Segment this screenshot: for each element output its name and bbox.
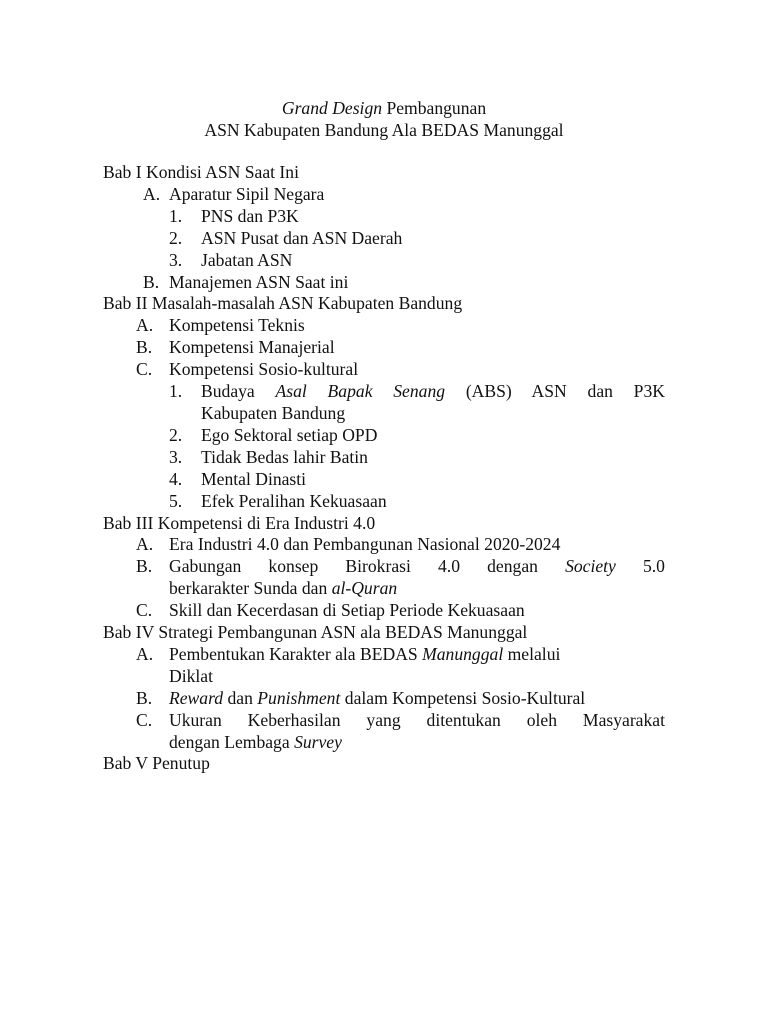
section-marker: C. [136, 359, 153, 380]
chapter-heading: Bab V Penutup [103, 753, 210, 774]
text-pre: berkarakter Sunda dan [169, 578, 332, 599]
subsection-marker: 4. [169, 468, 183, 489]
subsection-marker: 2. [169, 424, 183, 445]
section-item [103, 337, 665, 359]
subsection-item [103, 381, 665, 425]
section-item [103, 534, 665, 556]
text-post: melalui [503, 643, 561, 664]
subsection-item [103, 469, 665, 491]
subsection-text-line2: Kabupaten Bandung [201, 402, 346, 423]
section-item [103, 359, 665, 381]
section-marker: B. [136, 687, 153, 708]
section-text-line1 [169, 644, 665, 666]
text-pre: dengan Lembaga [169, 731, 295, 752]
subsection-item [103, 491, 665, 513]
title-italic-part: Grand Design [281, 98, 383, 118]
section-text [169, 688, 585, 708]
subsection-text: PNS dan P3K [201, 205, 299, 226]
text-italic: Survey [294, 731, 342, 752]
text-italic: al-Quran [331, 578, 398, 599]
section-text-line2: Diklat [169, 665, 213, 686]
section-marker: C. [136, 709, 153, 730]
section-text: Era Industri 4.0 dan Pembangunan Nasional 2020-2024 [169, 534, 561, 555]
chapter-heading: Bab IV Strategi Pembangunan ASN ala BEDAS Manunggal [103, 622, 528, 643]
section-marker: A. [136, 534, 154, 555]
section-item [103, 644, 665, 688]
subsection-marker: 3. [169, 249, 183, 270]
subsection-item [103, 425, 665, 447]
text-post: 5.0 [642, 556, 665, 577]
section-text: Skill dan Kecerdasan di Setiap Periode Kekuasaan [169, 600, 525, 621]
section-text: Manajemen ASN Saat ini [169, 271, 349, 292]
text-italic: Manunggal [422, 643, 504, 664]
subsection-text: Ego Sektoral setiap OPD [201, 424, 378, 445]
subsection-text: ASN Pusat dan ASN Daerah [201, 227, 403, 248]
text-post: (ABS) ASN dan P3K [465, 381, 665, 402]
subsection-item [103, 206, 665, 228]
subsection-marker: 2. [169, 227, 183, 248]
section-marker: A. [136, 315, 154, 336]
text-italic: Society [565, 556, 616, 577]
text-italic: Reward [169, 687, 224, 708]
document-title-line2: ASN Kabupaten Bandung Ala BEDAS Manunggal [204, 120, 564, 140]
text-pre: Budaya [201, 381, 255, 402]
subsection-text-line1 [201, 381, 665, 403]
section-text-line2 [169, 578, 665, 600]
section-marker: A. [136, 643, 154, 664]
subsection-item [103, 228, 665, 250]
section-marker: B. [136, 556, 153, 577]
subsection-marker: 1. [169, 381, 183, 402]
text-pre: Pembentukan Karakter ala BEDAS [169, 643, 423, 664]
subsection-text: Tidak Bedas lahir Batin [201, 446, 368, 467]
section-marker: C. [136, 600, 153, 621]
section-text: Aparatur Sipil Negara [169, 183, 325, 204]
section-text: Kompetensi Sosio-kultural [169, 359, 359, 380]
chapter-heading: Bab III Kompetensi di Era Industri 4.0 [103, 512, 376, 533]
subsection-item [103, 447, 665, 469]
text-post: dalam Kompetensi Sosio-Kultural [340, 687, 586, 708]
text-mid: dan [223, 687, 258, 708]
chapter-heading: Bab II Masalah-masalah ASN Kabupaten Bandung [103, 293, 463, 314]
subsection-marker: 1. [169, 205, 183, 226]
section-text-line2 [169, 732, 665, 754]
section-text-line1 [169, 556, 665, 578]
subsection-item [103, 250, 665, 272]
section-marker: B. [136, 337, 153, 358]
section-text-line1: Ukuran Keberhasilan yang ditentukan oleh Masyarakat [169, 709, 665, 730]
section-item [103, 556, 665, 600]
subsection-text: Efek Peralihan Kekuasaan [201, 490, 387, 511]
section-item [103, 315, 665, 337]
section-marker: A. [143, 183, 161, 204]
outline [103, 162, 665, 775]
document-title-line1 [0, 97, 768, 119]
subsection-text: Mental Dinasti [201, 468, 307, 489]
text-italic: Punishment [257, 687, 341, 708]
section-item [103, 600, 665, 622]
subsection-text: Jabatan ASN [201, 249, 293, 270]
section-marker: B. [143, 271, 160, 292]
section-item [103, 272, 665, 294]
section-text: Kompetensi Manajerial [169, 337, 335, 358]
text-pre: Gabungan konsep Birokrasi 4.0 dengan [169, 556, 538, 577]
section-item [103, 710, 665, 754]
section-item [103, 688, 665, 710]
title-rest: Pembangunan [382, 98, 487, 118]
section-item [103, 184, 665, 206]
subsection-marker: 5. [169, 490, 183, 511]
subsection-marker: 3. [169, 446, 183, 467]
section-text: Kompetensi Teknis [169, 315, 305, 336]
text-italic: Asal Bapak Senang [275, 381, 446, 402]
chapter-heading: Bab I Kondisi ASN Saat Ini [103, 162, 299, 182]
